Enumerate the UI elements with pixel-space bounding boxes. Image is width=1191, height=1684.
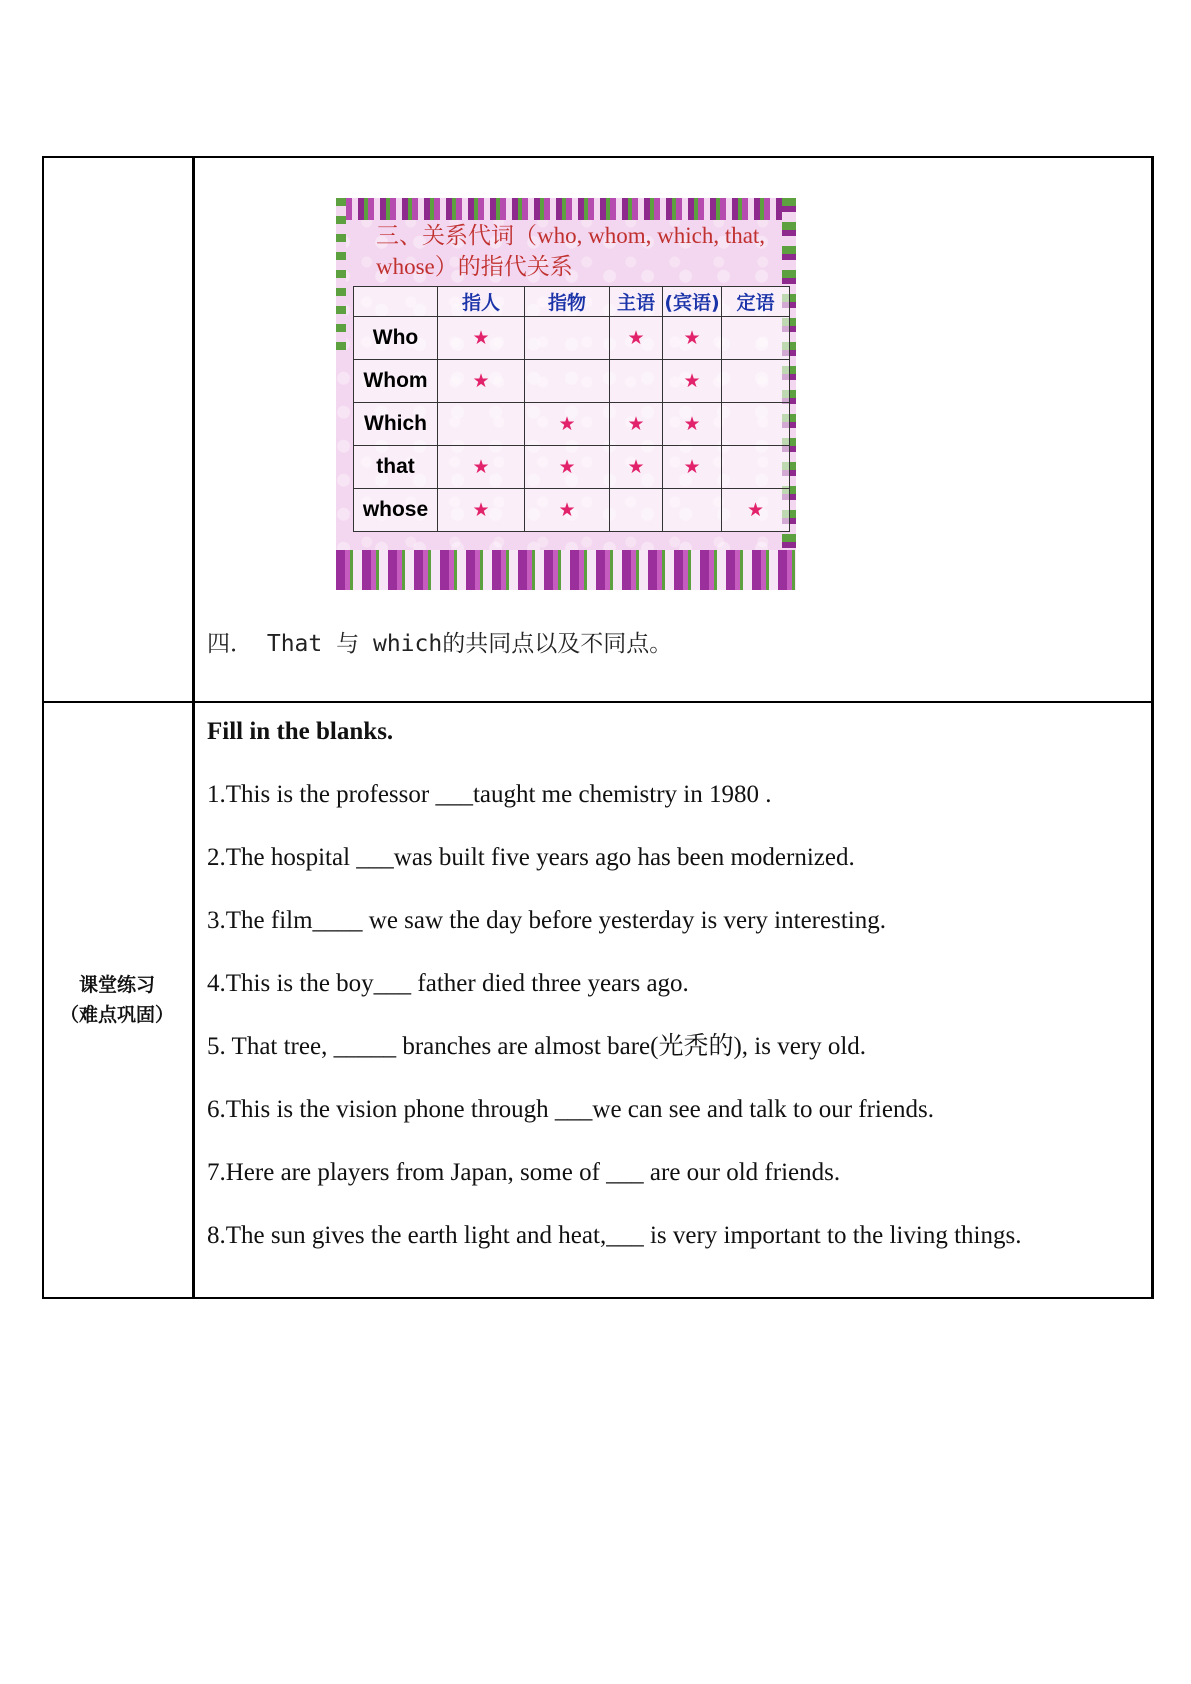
grape-vine-left-decoration — [336, 198, 346, 358]
table-cell — [722, 446, 790, 489]
star-icon: ★ — [683, 327, 701, 349]
section-4-mid: 与 — [336, 631, 360, 657]
header-person: 指人 — [438, 287, 525, 317]
practice-label — [42, 970, 192, 1030]
table-row-divider — [42, 701, 1153, 703]
table-cell — [663, 446, 722, 489]
table-cell — [438, 403, 525, 446]
star-icon: ★ — [746, 499, 765, 521]
table-cell — [610, 403, 663, 446]
exercise-item-1: 1.This is the professor ___taught me chemistry in 1980 . — [207, 781, 772, 808]
table-cell — [610, 317, 663, 360]
header-object: (宾语) — [663, 287, 722, 317]
star-icon: ★ — [558, 413, 576, 435]
table-cell — [610, 446, 663, 489]
star-icon: ★ — [627, 456, 645, 478]
table-cell — [438, 446, 525, 489]
table-cell — [525, 489, 610, 532]
table-row — [354, 360, 790, 403]
table-bottom-border — [42, 1297, 1153, 1299]
table-cell — [438, 489, 525, 532]
table-row — [354, 317, 790, 360]
table-header-row — [354, 287, 790, 317]
section-4-suffix: 的共同点以及不同点。 — [442, 631, 673, 657]
exercise-item-7: 7.Here are players from Japan, some of ___ are our old friends. — [207, 1159, 841, 1186]
grape-vine-top-decoration — [336, 198, 796, 220]
exercise-item-6: 6.This is the vision phone through ___we can see and talk to our friends. — [207, 1096, 934, 1123]
table-cell — [525, 403, 610, 446]
relative-pronoun-slide — [336, 198, 796, 590]
table-cell — [663, 360, 722, 403]
star-icon: ★ — [683, 456, 701, 478]
table-left-border — [42, 156, 44, 1299]
star-icon: ★ — [683, 413, 701, 435]
star-icon: ★ — [683, 370, 701, 392]
exercise-item-8: 8.The sun gives the earth light and heat,___ is very important to the living things. — [207, 1222, 1022, 1249]
star-icon: ★ — [558, 456, 576, 478]
table-cell — [722, 317, 790, 360]
fill-in-blanks-exercise — [207, 719, 1147, 1286]
slide-title: 三、关系代词（who, whom, which, that, whose）的指代关系 — [376, 223, 766, 279]
exercise-heading: Fill in the blanks. — [207, 718, 394, 745]
section-4-prefix: 四． — [207, 631, 253, 657]
row-label: whose — [354, 489, 438, 532]
star-icon: ★ — [472, 456, 490, 478]
table-cell — [722, 403, 790, 446]
row-label: Whom — [354, 360, 438, 403]
table-top-border — [42, 156, 1153, 158]
table-row — [354, 489, 790, 532]
header-attributive: 定语 — [722, 287, 790, 317]
exercise-item-4: 4.This is the boy___ father died three years ago. — [207, 970, 689, 997]
exercise-item-3: 3.The film____ we saw the day before yesterday is very interesting. — [207, 907, 886, 934]
table-cell — [525, 317, 610, 360]
table-cell — [438, 317, 525, 360]
table-cell — [438, 360, 525, 403]
section-4-line — [207, 625, 672, 658]
table-cell — [722, 360, 790, 403]
exercise-item-5: 5. That tree, _____ branches are almost bare(光秃的), is very old. — [207, 1033, 867, 1060]
practice-label-line2: （难点巩固） — [59, 1004, 174, 1026]
table-column-divider — [192, 156, 195, 1299]
exercise-item-2: 2.The hospital ___was built five years ago has been modernized. — [207, 844, 855, 871]
table-right-border — [1151, 156, 1154, 1299]
row-label: that — [354, 446, 438, 489]
row-label: Which — [354, 403, 438, 446]
section-4-word-which: which — [372, 631, 443, 657]
pronoun-reference-table — [353, 286, 790, 532]
table-cell — [610, 360, 663, 403]
table-cell — [663, 403, 722, 446]
table-row — [354, 403, 790, 446]
header-thing: 指物 — [525, 287, 610, 317]
practice-label-line1: 课堂练习 — [78, 974, 155, 996]
star-icon: ★ — [472, 370, 490, 392]
table-cell — [663, 317, 722, 360]
row-label: Who — [354, 317, 438, 360]
header-subject: 主语 — [610, 287, 663, 317]
table-cell — [610, 489, 663, 532]
section-4-word-that: That — [266, 631, 323, 657]
star-icon: ★ — [627, 327, 645, 349]
table-row — [354, 446, 790, 489]
header-corner — [354, 287, 438, 317]
star-icon: ★ — [558, 499, 576, 521]
table-cell — [525, 360, 610, 403]
table-cell — [525, 446, 610, 489]
star-icon: ★ — [472, 499, 490, 521]
star-icon: ★ — [472, 327, 490, 349]
table-cell — [722, 489, 790, 532]
star-icon: ★ — [627, 413, 645, 435]
table-cell — [663, 489, 722, 532]
grape-vine-bottom-decoration — [336, 550, 796, 590]
